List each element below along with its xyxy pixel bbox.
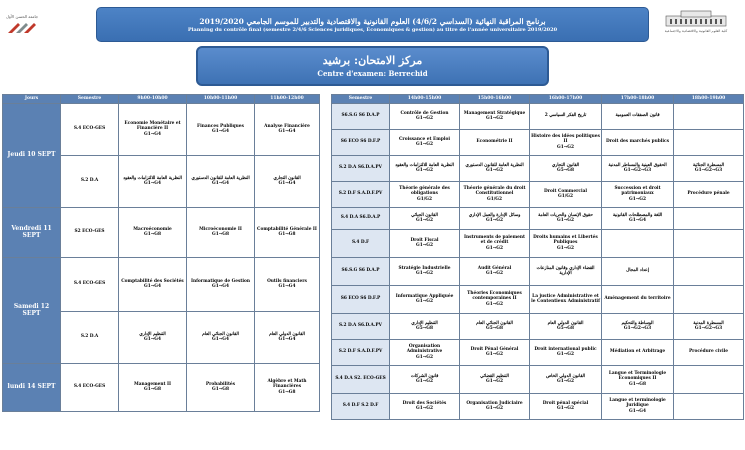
column-header: Semestre bbox=[61, 95, 119, 104]
exam-centre-fr: Centre d'examen: Berrechid bbox=[317, 69, 428, 78]
exam-subject: Procédure civile bbox=[688, 349, 729, 355]
exam-subject: Management II bbox=[133, 381, 172, 387]
exam-cell bbox=[460, 285, 530, 313]
exam-subject: التنظيم الإداري bbox=[411, 320, 438, 326]
exam-cell bbox=[460, 365, 530, 393]
day-cell: Vendredi 11 SEPT bbox=[3, 207, 61, 257]
semester-cell: S.4 D.A S6.D.A.P bbox=[332, 207, 390, 229]
exam-groups: G1→G2 bbox=[557, 379, 574, 385]
page-title-ar: برنامج المراقبة النهائية (السداسي 4/6/2) العلوم القانونية والاقتصادية والتدبير للموسم الجامعي 2019/2020 bbox=[199, 16, 546, 26]
exam-groups: G1→G2 bbox=[486, 301, 503, 307]
table-row bbox=[332, 103, 744, 129]
exam-subject: القانون الجنائي العام bbox=[476, 320, 513, 326]
exam-groups: G1→G2 bbox=[486, 379, 503, 385]
exam-cell bbox=[530, 257, 602, 285]
exam-cell bbox=[530, 285, 602, 313]
exam-groups: G1→G4 bbox=[278, 337, 296, 343]
exam-groups: G1→G4 bbox=[144, 284, 161, 290]
exam-groups: G1→G4 bbox=[144, 337, 161, 343]
exam-cell bbox=[602, 129, 674, 155]
exam-subject: الحقوق العينية والمساطر المدنية bbox=[608, 162, 667, 168]
exam-cell bbox=[390, 155, 460, 181]
exam-cell bbox=[674, 229, 744, 257]
exam-subject: Droit Pénal Général bbox=[470, 346, 519, 352]
faculty-logo-text: كلية العلوم القانونية والاقتصادية والاجتماعية bbox=[664, 29, 728, 33]
exam-cell bbox=[390, 257, 460, 285]
column-header: 9h00-10h00 bbox=[119, 95, 187, 104]
semester-cell: S.4 D.F bbox=[332, 229, 390, 257]
exam-cell bbox=[255, 155, 320, 207]
exam-subject: Droit Fiscal bbox=[410, 237, 439, 243]
exam-groups: G1→G2 bbox=[486, 245, 503, 251]
day-cell: Samedi 12 SEPT bbox=[3, 257, 61, 363]
exam-groups: G1→G8 bbox=[629, 381, 646, 387]
exam-groups: G1→G2 bbox=[416, 406, 433, 412]
exam-cell bbox=[530, 339, 602, 365]
exam-subject: Contrôle de Gestion bbox=[400, 110, 449, 116]
exam-cell bbox=[187, 257, 255, 311]
table-row bbox=[332, 339, 744, 365]
exam-cell bbox=[674, 393, 744, 419]
exam-cell bbox=[674, 313, 744, 339]
exam-groups: G1→G2 bbox=[416, 271, 433, 277]
table-row bbox=[332, 181, 744, 207]
exam-groups: G1→G2 bbox=[486, 271, 503, 277]
exam-cell bbox=[390, 103, 460, 129]
exam-subject: Histoire des idées politiques II bbox=[531, 134, 600, 145]
exam-cell bbox=[602, 393, 674, 419]
exam-subject: Macroéconomie bbox=[133, 226, 172, 232]
exam-subject: القانون الجنائي العام bbox=[202, 331, 239, 337]
page-title-fr: Planning du contrôle final (semestre 2/4/6 Sciences juridiques, Économiques & gestion) au titre de l'année universitaire 2019/2020 bbox=[187, 26, 558, 33]
exam-groups: G1→G2 bbox=[557, 218, 574, 224]
exam-cell bbox=[674, 181, 744, 207]
exam-subject: قانون الشركات bbox=[410, 373, 439, 379]
afternoon-schedule-table bbox=[331, 94, 744, 420]
exam-subject: Econométrie II bbox=[476, 139, 513, 145]
exam-subject: Langue et terminologie Juridique bbox=[609, 398, 666, 409]
exam-cell bbox=[390, 339, 460, 365]
exam-cell bbox=[187, 155, 255, 207]
exam-cell bbox=[602, 103, 674, 129]
university-logo-text: جامعة الحسن الأول bbox=[6, 13, 39, 19]
exam-subject: Stratégie Industrielle bbox=[398, 265, 451, 271]
exam-subject: Probabilités bbox=[205, 381, 236, 387]
exam-subject: Informatique Appliquée bbox=[395, 293, 454, 299]
exam-subject: النظرية العامة للالتزامات والعقود bbox=[123, 175, 182, 181]
exam-cell bbox=[460, 393, 530, 419]
semester-cell: S.2 D.A S6.D.A.PV bbox=[332, 313, 390, 339]
exam-cell bbox=[460, 207, 530, 229]
exam-subject: Droit international public bbox=[534, 346, 597, 352]
exam-groups: G1→G4 bbox=[212, 129, 229, 135]
exam-subject: Droit des marchés publics bbox=[605, 139, 670, 145]
exam-cell bbox=[460, 313, 530, 339]
exam-cell bbox=[390, 207, 460, 229]
exam-groups: G1→G8 bbox=[212, 387, 229, 393]
exam-subject: التنظيم الإداري bbox=[139, 331, 166, 337]
exam-cell bbox=[602, 181, 674, 207]
exam-cell bbox=[255, 311, 320, 363]
exam-groups: G1→G8 bbox=[144, 232, 161, 238]
exam-groups: G1→G8 bbox=[278, 232, 296, 238]
exam-cell bbox=[674, 339, 744, 365]
exam-groups: G1→G2→G3 bbox=[623, 168, 652, 174]
exam-subject: Economie Monétaire et Financière II bbox=[124, 121, 181, 132]
exam-subject: Instruments de paiement et de crédit bbox=[463, 235, 525, 246]
exam-subject: Droit pénal spécial bbox=[542, 400, 589, 406]
exam-subject: Succession et droit patrimoniaux bbox=[614, 186, 661, 197]
exam-cell bbox=[530, 181, 602, 207]
semester-cell: S.4 ECO-GES bbox=[61, 103, 119, 155]
exam-centre-banner bbox=[196, 46, 549, 86]
exam-groups: G1→G2 bbox=[486, 218, 503, 224]
table-row bbox=[3, 257, 320, 311]
exam-cell bbox=[460, 155, 530, 181]
exam-cell bbox=[119, 155, 187, 207]
column-header: 16h00-17h00 bbox=[530, 95, 602, 104]
table-row bbox=[332, 285, 744, 313]
exam-subject: Comptabilité Générale II bbox=[257, 226, 317, 232]
exam-cell bbox=[390, 229, 460, 257]
exam-subject: التنظيم القضائي bbox=[480, 373, 509, 379]
exam-groups: G1→G4 bbox=[212, 337, 229, 343]
exam-cell bbox=[119, 103, 187, 155]
exam-subject: Analyse Financière bbox=[264, 123, 310, 129]
exam-cell bbox=[602, 155, 674, 181]
exam-subject: الوساطة والتحكيم bbox=[621, 320, 654, 326]
exam-subject: Droit des Sociétés bbox=[402, 400, 447, 406]
exam-groups: G1→G2 bbox=[416, 243, 433, 249]
faculty-building-icon bbox=[661, 10, 731, 28]
table-row bbox=[3, 363, 320, 411]
semester-cell: S.4 D.F S.2 D.F bbox=[332, 393, 390, 419]
exam-cell bbox=[460, 229, 530, 257]
exam-groups: G1→G4 bbox=[278, 284, 296, 290]
table-row bbox=[332, 207, 744, 229]
exam-groups: G1→G2 bbox=[486, 352, 503, 358]
exam-groups: G1/G2 bbox=[487, 196, 502, 202]
faculty-logo bbox=[653, 10, 739, 40]
exam-cell bbox=[187, 103, 255, 155]
exam-subject: النظرية العامة للقانون الدستوري bbox=[191, 175, 250, 181]
column-header: 10h00-11h00 bbox=[187, 95, 255, 104]
exam-cell bbox=[119, 207, 187, 257]
exam-groups: G1→G2 bbox=[557, 144, 574, 150]
exam-groups: G5→G8 bbox=[557, 326, 574, 332]
exam-subject: إعداد المجال bbox=[626, 268, 649, 274]
exam-cell bbox=[674, 285, 744, 313]
exam-subject: وسائل الإدارة والعمل الإداري bbox=[468, 212, 521, 218]
exam-cell bbox=[119, 363, 187, 411]
exam-cell bbox=[390, 285, 460, 313]
exam-groups: G1→G2 bbox=[557, 245, 574, 251]
semester-cell: S.2 D.A bbox=[61, 311, 119, 363]
exam-subject: Management Stratégique bbox=[463, 110, 526, 116]
column-header: 17h00-18h00 bbox=[602, 95, 674, 104]
exam-groups: G1→G8 bbox=[278, 389, 296, 395]
exam-groups: G1→G2 bbox=[416, 168, 433, 174]
exam-cell bbox=[255, 363, 320, 411]
semester-cell: S6.S.G S6 D.A.P bbox=[332, 103, 390, 129]
exam-subject: النظرية العامة للالتزامات والعقود bbox=[395, 162, 454, 168]
exam-groups: G1→G2→G3 bbox=[623, 326, 652, 332]
table-row bbox=[332, 313, 744, 339]
column-header: 14h00-15h00 bbox=[390, 95, 460, 104]
exam-subject: المسطرة المدنية bbox=[693, 320, 724, 326]
exam-groups: G1→G2 bbox=[486, 168, 503, 174]
table-header-row bbox=[332, 95, 744, 104]
semester-cell: S.2 D.F S.A.D.F.PV bbox=[332, 339, 390, 365]
exam-cell bbox=[674, 103, 744, 129]
exam-cell bbox=[530, 207, 602, 229]
exam-subject: Organisation Judiciaire bbox=[466, 400, 523, 406]
exam-groups: G1→G4 bbox=[629, 218, 646, 224]
exam-cell bbox=[530, 313, 602, 339]
exam-groups: G1→G2 bbox=[416, 379, 433, 385]
university-logo bbox=[6, 8, 62, 40]
exam-subject: القانون الدولي العام bbox=[547, 320, 584, 326]
exam-subject: قانون الصفقات العمومية bbox=[615, 113, 660, 119]
exam-cell bbox=[530, 129, 602, 155]
exam-groups: G1→G2 bbox=[557, 352, 574, 358]
exam-groups: G1→G2→G3 bbox=[694, 326, 723, 332]
exam-groups: G1/G2 bbox=[417, 196, 432, 202]
exam-subject: حقوق الإنسان والحريات العامة bbox=[538, 212, 593, 218]
exam-cell bbox=[530, 393, 602, 419]
exam-cell bbox=[390, 129, 460, 155]
exam-groups: G1→G4 bbox=[144, 131, 161, 137]
exam-subject: القانون التجاري bbox=[551, 162, 580, 168]
exam-cell bbox=[390, 181, 460, 207]
table-row bbox=[332, 365, 744, 393]
exam-subject: Droits humains et Libertés Publiques bbox=[533, 235, 598, 246]
exam-subject: القضاء الإداري وقانون المنازعات الإدارية bbox=[536, 265, 595, 277]
exam-subject: تاريخ الفكر السياسي 2 bbox=[544, 113, 587, 119]
semester-cell: S.2 D.A S6.D.A.PV bbox=[332, 155, 390, 181]
exam-subject: Outils financiers bbox=[267, 278, 307, 284]
exam-subject: Informatique de Gestion bbox=[190, 278, 251, 284]
exam-cell bbox=[674, 207, 744, 229]
table-header-row bbox=[3, 95, 320, 104]
exam-subject: Finances Publiques bbox=[197, 123, 244, 129]
exam-groups: G1→G2→G3 bbox=[694, 168, 723, 174]
exam-cell bbox=[390, 393, 460, 419]
semester-cell: S6 ECO S6 D.F.P bbox=[332, 285, 390, 313]
table-row bbox=[332, 155, 744, 181]
exam-cell bbox=[460, 103, 530, 129]
exam-cell bbox=[602, 229, 674, 257]
table-row bbox=[3, 103, 320, 155]
exam-cell bbox=[187, 207, 255, 257]
exam-subject: Audit Général bbox=[477, 265, 512, 271]
exam-subject: Procédure pénale bbox=[687, 191, 730, 197]
column-header: Jours bbox=[3, 95, 61, 104]
day-cell: Jeudi 10 SEPT bbox=[3, 103, 61, 207]
exam-cell bbox=[674, 155, 744, 181]
exam-subject: Microéconomie II bbox=[199, 226, 242, 232]
exam-subject: Comptabilité des Sociétés bbox=[121, 278, 184, 284]
column-header: Semestre bbox=[332, 95, 390, 104]
exam-groups: G1→G8 bbox=[212, 232, 229, 238]
exam-cell bbox=[119, 311, 187, 363]
exam-groups: G1→G4 bbox=[212, 181, 229, 187]
university-logo-icon bbox=[6, 21, 46, 35]
exam-cell bbox=[390, 365, 460, 393]
day-cell: lundi 14 SEPT bbox=[3, 363, 61, 411]
exam-cell bbox=[255, 207, 320, 257]
exam-cell bbox=[674, 365, 744, 393]
column-header: 15h00-16h00 bbox=[460, 95, 530, 104]
exam-cell bbox=[530, 365, 602, 393]
exam-groups: G1→G2 bbox=[416, 354, 433, 360]
table-row bbox=[332, 393, 744, 419]
exam-groups: G1→G2 bbox=[416, 142, 433, 148]
semester-cell: S.2 D.A bbox=[61, 155, 119, 207]
exam-cell bbox=[187, 311, 255, 363]
exam-groups: G1→G4 bbox=[278, 181, 296, 187]
exam-groups: G5→G8 bbox=[557, 168, 574, 174]
exam-groups: G1→G2 bbox=[557, 406, 574, 412]
exam-cell bbox=[460, 129, 530, 155]
semester-cell: S.4 ECO-GES bbox=[61, 363, 119, 411]
exam-cell bbox=[255, 103, 320, 155]
table-row bbox=[3, 207, 320, 257]
exam-groups: G1→G4 bbox=[212, 284, 229, 290]
exam-subject: القانون الدولي الخاص bbox=[545, 373, 586, 379]
exam-cell bbox=[602, 339, 674, 365]
exam-groups: G1→G8 bbox=[144, 387, 161, 393]
exam-groups: G1→G2 bbox=[629, 196, 646, 202]
exam-subject: Croissance et Emploi bbox=[399, 136, 450, 142]
exam-cell bbox=[390, 313, 460, 339]
exam-subject: Organisation Administrative bbox=[406, 344, 443, 355]
exam-subject: Théorie générale du droit Constitutionnel bbox=[463, 186, 526, 197]
exam-groups: G5→G8 bbox=[486, 326, 503, 332]
exam-subject: القانون التجاري bbox=[273, 175, 301, 181]
exam-cell bbox=[602, 365, 674, 393]
semester-cell: S6.S.G S6 D.A.P bbox=[332, 257, 390, 285]
exam-cell bbox=[602, 257, 674, 285]
table-row bbox=[332, 229, 744, 257]
exam-cell bbox=[530, 103, 602, 129]
column-header: 11h00-12h00 bbox=[255, 95, 320, 104]
exam-subject: المسطرة الجنائية bbox=[692, 162, 725, 168]
column-header: 18h00-19h00 bbox=[674, 95, 744, 104]
exam-cell bbox=[460, 181, 530, 207]
exam-cell bbox=[255, 257, 320, 311]
semester-cell: S.4 D.A S2. ECO-GES bbox=[332, 365, 390, 393]
exam-subject: Droit Commercial bbox=[543, 188, 587, 194]
exam-cell bbox=[460, 339, 530, 365]
exam-groups: G1→G4 bbox=[278, 129, 296, 135]
exam-cell bbox=[530, 155, 602, 181]
exam-subject: Algèbre et Math Financières bbox=[267, 379, 307, 390]
exam-subject: النظرية العامة للقانون الدستوري bbox=[465, 162, 524, 168]
exam-cell bbox=[119, 257, 187, 311]
exam-subject: Langue et Terminologie Economiques II bbox=[608, 371, 667, 382]
exam-cell bbox=[602, 313, 674, 339]
semester-cell: S6 ECO S6 D.F.P bbox=[332, 129, 390, 155]
exam-groups: G1→G4 bbox=[144, 181, 161, 187]
exam-groups: G1→G2 bbox=[416, 299, 433, 305]
exam-groups: G5→G8 bbox=[416, 326, 433, 332]
table-row bbox=[332, 129, 744, 155]
exam-centre-ar: مركز الامتحان: برشيد bbox=[322, 54, 423, 67]
header-banner bbox=[96, 7, 649, 42]
exam-cell bbox=[460, 257, 530, 285]
exam-groups: G1→G4 bbox=[629, 408, 646, 414]
exam-cell bbox=[602, 207, 674, 229]
exam-groups: G1→G2 bbox=[416, 116, 433, 122]
exam-groups: G1→G2 bbox=[486, 406, 503, 412]
semester-cell: S.4 ECO-GES bbox=[61, 257, 119, 311]
exam-cell bbox=[530, 229, 602, 257]
exam-subject: Aménagement du territoire bbox=[604, 296, 671, 302]
semester-cell: S2 ECO-GES bbox=[61, 207, 119, 257]
exam-subject: Médiation et Arbitrage bbox=[609, 349, 666, 355]
exam-subject: القانون الدولي العام bbox=[269, 331, 305, 337]
exam-groups: G1→G2 bbox=[416, 218, 433, 224]
exam-subject: القانون الجبائي bbox=[411, 212, 438, 218]
exam-cell bbox=[674, 257, 744, 285]
table-row bbox=[332, 257, 744, 285]
morning-schedule-table bbox=[2, 94, 320, 412]
exam-subject: اللغة والمصطلحات القانونية bbox=[612, 212, 663, 218]
exam-cell bbox=[187, 363, 255, 411]
exam-subject: Théorie générale des obligations bbox=[399, 186, 450, 197]
exam-groups: G1→G2 bbox=[486, 116, 503, 122]
exam-cell bbox=[674, 129, 744, 155]
exam-groups: G1/G2 bbox=[558, 194, 573, 200]
exam-subject: Théories Economiques contemporaines II bbox=[467, 291, 522, 302]
semester-cell: S.2 D.F S.A.D.F.PV bbox=[332, 181, 390, 207]
exam-cell bbox=[602, 285, 674, 313]
exam-subject: La justice Administrative et le Contentieux Administratif bbox=[531, 293, 600, 305]
